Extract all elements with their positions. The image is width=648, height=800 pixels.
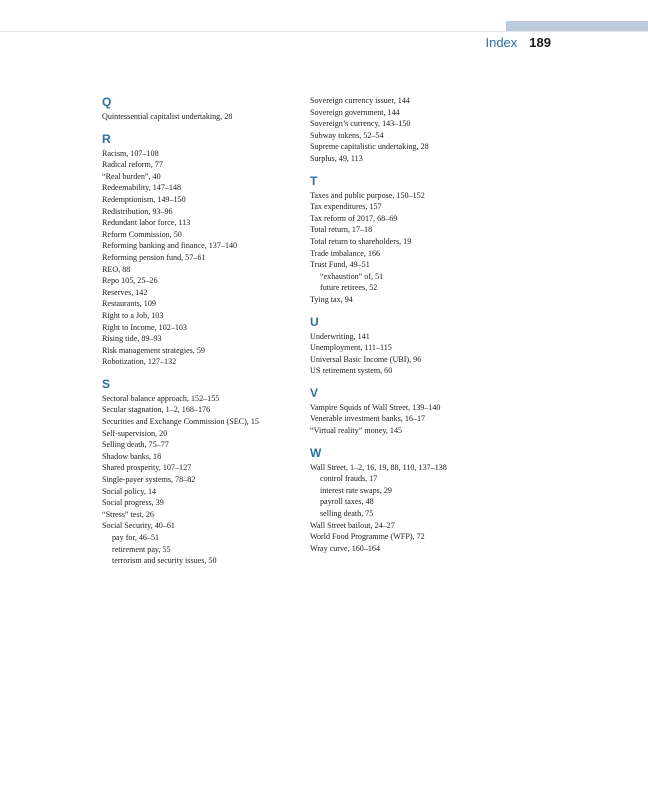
- index-entry: REO, 88: [102, 264, 131, 274]
- index-entry: Trust Fund, 49–51: [310, 260, 370, 270]
- section-letter: U: [310, 314, 319, 329]
- index-column-right: [310, 95, 550, 554]
- index-entry: Wall Street, 1–2, 16, 19, 88, 110, 137–138: [310, 462, 447, 472]
- index-entry: “Virtual reality” money, 145: [310, 426, 403, 436]
- index-entry: Taxes and public purpose, 150–152: [310, 190, 425, 200]
- index-entry: Wall Street bailout, 24–27: [310, 520, 395, 530]
- index-entry: Social progress, 39: [102, 498, 164, 508]
- index-entry: Racism, 107–108: [102, 148, 159, 158]
- index-entry: Social Security, 40–61: [102, 521, 175, 531]
- index-entry: Self-supervision, 20: [102, 428, 168, 438]
- index-entry: Social policy, 14: [102, 486, 157, 496]
- index-entry: World Food Programme (WFP), 72: [310, 532, 425, 542]
- index-entry: Unemployment, 111–115: [310, 343, 392, 353]
- index-entry: Shadow banks, 18: [102, 451, 162, 461]
- index-entry: Reserves, 142: [102, 287, 148, 297]
- index-entry: Redundant labor force, 113: [102, 218, 191, 228]
- section-letter: S: [102, 376, 111, 391]
- index-section-u: [310, 315, 550, 377]
- index-subentry: pay for, 46–51: [112, 533, 160, 542]
- index-entry: Radical reform, 77: [102, 160, 163, 170]
- running-head: [485, 35, 551, 51]
- index-entry: Sectoral balance approach, 152–155: [102, 393, 220, 403]
- running-head-label: Index: [485, 35, 518, 50]
- index-entry: Reform Commission, 50: [102, 229, 182, 239]
- index-entry: Total return, 17–18: [310, 225, 373, 235]
- index-entry: Right to Income, 102–103: [102, 322, 187, 332]
- index-subentry: interest rate swaps, 29: [320, 485, 392, 495]
- index-column-left: [102, 95, 302, 567]
- index-entry: Repo 105, 25–26: [102, 276, 158, 286]
- index-subentry: selling death, 75: [320, 509, 374, 519]
- index-entry: Redeemability, 147–148: [102, 183, 182, 193]
- index-subentry: retirement pay, 55: [112, 544, 171, 554]
- index-entry: Redistribution, 93–96: [102, 206, 173, 216]
- index-section-w: [310, 446, 550, 555]
- index-subentry: control frauds, 17: [320, 474, 378, 484]
- index-section-continued: [310, 95, 550, 165]
- index-entry: Reforming pension fund, 57–61: [102, 252, 206, 262]
- index-subentry: terrorism and security issues, 50: [112, 556, 217, 566]
- index-entry: Wray curve, 160–164: [310, 543, 381, 553]
- index-subentry: payroll taxes, 48: [320, 497, 374, 507]
- index-entry: Risk management strategies, 59: [102, 345, 205, 355]
- index-entry: Single-payer systems, 78–82: [102, 475, 196, 485]
- index-entry: Surplus, 49, 113: [310, 153, 363, 163]
- index-entry: Underwriting, 141: [310, 331, 370, 341]
- index-section-r: [102, 132, 302, 368]
- index-entry: US retirement system, 60: [310, 366, 393, 376]
- index-entry: “Real burden”, 40: [102, 171, 161, 181]
- index-entry: Universal Basic Income (UBI), 96: [310, 354, 422, 364]
- section-letter: V: [310, 385, 319, 400]
- index-entry: Redemptionism, 149–150: [102, 194, 186, 204]
- index-entry: Sovereign government, 144: [310, 107, 400, 117]
- index-entry: “Stress” test, 26: [102, 509, 154, 519]
- index-entry: Right to a Job, 103: [102, 310, 164, 320]
- index-entry: Securities and Exchange Commission (SEC), 15: [102, 417, 259, 427]
- index-section-q: [102, 95, 302, 123]
- index-entry: Venerable investment banks, 16–17: [310, 414, 426, 424]
- index-entry: Total return to shareholders, 19: [310, 236, 412, 246]
- index-entry: Subway tokens, 52–54: [310, 130, 384, 140]
- header-accent-bar: [506, 21, 648, 31]
- index-entry: Restaurants, 109: [102, 299, 156, 309]
- index-subentry: future retirees, 52: [320, 283, 378, 293]
- index-section-s: [102, 377, 302, 567]
- index-entry: Tax expenditures, 157: [310, 202, 382, 212]
- index-entry: Robotization, 127–132: [102, 357, 177, 367]
- index-entry: Supreme capitalistic undertaking, 28: [310, 142, 429, 152]
- index-entry: Rising tide, 89–93: [102, 334, 162, 344]
- index-entry: Reforming banking and finance, 137–140: [102, 241, 238, 251]
- index-entry: Tax reform of 2017, 68–69: [310, 213, 398, 223]
- index-section-t: [310, 174, 550, 306]
- page-number: 189: [529, 35, 551, 50]
- index-entry: Trade imbalance, 166: [310, 248, 381, 258]
- index-entry: Sovereign currency issuer, 144: [310, 96, 410, 105]
- index-entry: Shared prosperity, 107–127: [102, 463, 192, 473]
- index-entry: Sovereign’s currency, 143–150: [310, 119, 411, 129]
- index-entry: Vampire Squids of Wall Street, 139–140: [310, 402, 441, 412]
- index-entry: Secular stagnation, 1–2, 168–176: [102, 405, 211, 415]
- section-letter: R: [102, 131, 111, 146]
- index-subentry: “exhaustion” of, 51: [320, 271, 384, 281]
- section-letter: T: [310, 173, 318, 188]
- header-rule: [0, 31, 648, 32]
- section-letter: Q: [102, 95, 112, 109]
- index-entry: Selling death, 75–77: [102, 440, 169, 450]
- index-entry: Quintessential capitalist undertaking, 28: [102, 112, 233, 121]
- index-entry: Tying tax, 94: [310, 294, 353, 304]
- index-section-v: [310, 386, 550, 437]
- section-letter: W: [310, 445, 322, 460]
